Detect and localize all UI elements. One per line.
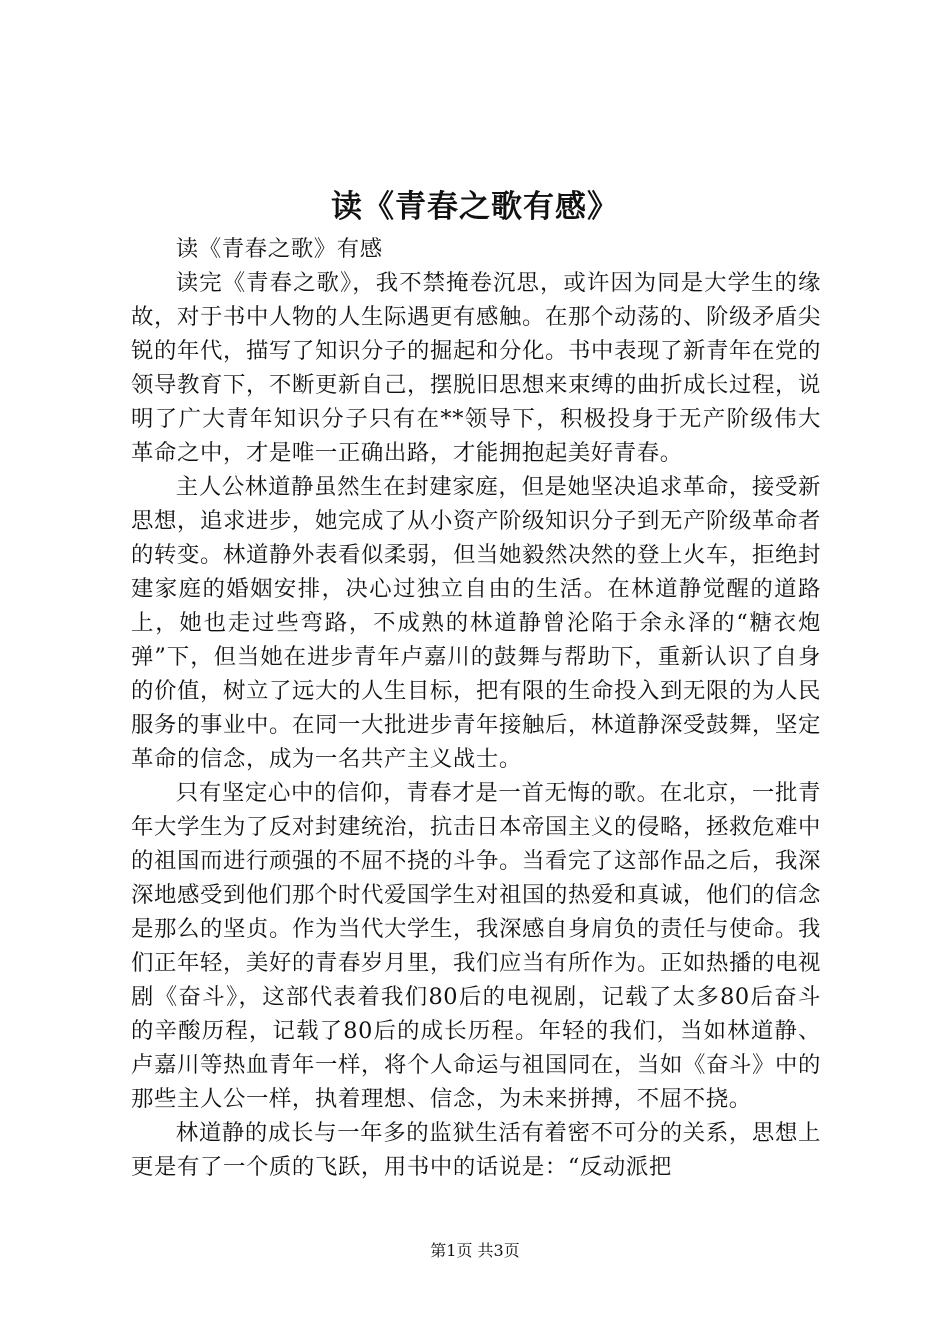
- paragraph: 主人公林道静虽然生在封建家庭，但是她坚决追求革命，接受新思想，追求进步，她完成了从小资产阶级知识分子到无产阶级革命者的转变。林道静外表看似柔弱，但当她毅然决然的登上火车，拒绝封建家庭的婚姻安排，决心过独立自由的生活。在林道静觉醒的道路上，她也走过些弯路，不成熟的林道静曾沦陷于余永泽的“糖衣炮弹”下，但当她在进步青年卢嘉川的鼓舞与帮助下，重新认识了自身的价值，树立了远大的人生目标，把有限的生命投入到无限的为人民服务的事业中。在同一大批进步青年接触后，林道静深受鼓舞，坚定革命的信念，成为一名共产主义战士。: [131, 474, 821, 772]
- paragraph: 读完《青春之歌》，我不禁掩卷沉思，或许因为同是大学生的缘故，对于书中人物的人生际遇更有感触。在那个动荡的、阶级矛盾尖锐的年代，描写了知识分子的掘起和分化。书中表现了新青年在党的领导教育下，不断更新自己，摆脱旧思想来束缚的曲折成长过程，说明了广大青年知识分子只有在**领导下，积极投身于无产阶级伟大革命之中，才是唯一正确出路，才能拥抱起美好青春。: [131, 270, 821, 466]
- document-title: 读《青春之歌有感》: [331, 189, 619, 225]
- paragraph-subtitle: 读《青春之歌》有感: [175, 236, 383, 262]
- page-number-footer: 第1页 共3页: [430, 1241, 520, 1260]
- paragraph: 林道静的成长与一年多的监狱生活有着密不可分的关系，思想上更是有了一个质的飞跃，用书中的话说是：“反动派把: [131, 1120, 821, 1180]
- document-body: [131, 232, 821, 1184]
- paragraph: 只有坚定心中的信仰，青春才是一首无悔的歌。在北京，一批青年大学生为了反对封建统治，抗击日本帝国主义的侵略，拯救危难中的祖国而进行顽强的不屈不挠的斗争。当看完了这部作品之后，我深深地感受到他们那个时代爱国学生对祖国的热爱和真诚，他们的信念是那么的坚贞。作为当代大学生，我深感自身肩负的责任与使命。我们正年轻，美好的青春岁月里，我们应当有所作为。正如热播的电视剧《奋斗》，这部代表着我们80后的电视剧，记载了太多80后奋斗的辛酸历程，记载了80后的成长历程。年轻的我们，当如林道静、卢嘉川等热血青年一样，将个人命运与祖国同在，当如《奋斗》中的那些主人公一样，执着理想、信念，为未来拼搏，不屈不挠。: [131, 780, 821, 1112]
